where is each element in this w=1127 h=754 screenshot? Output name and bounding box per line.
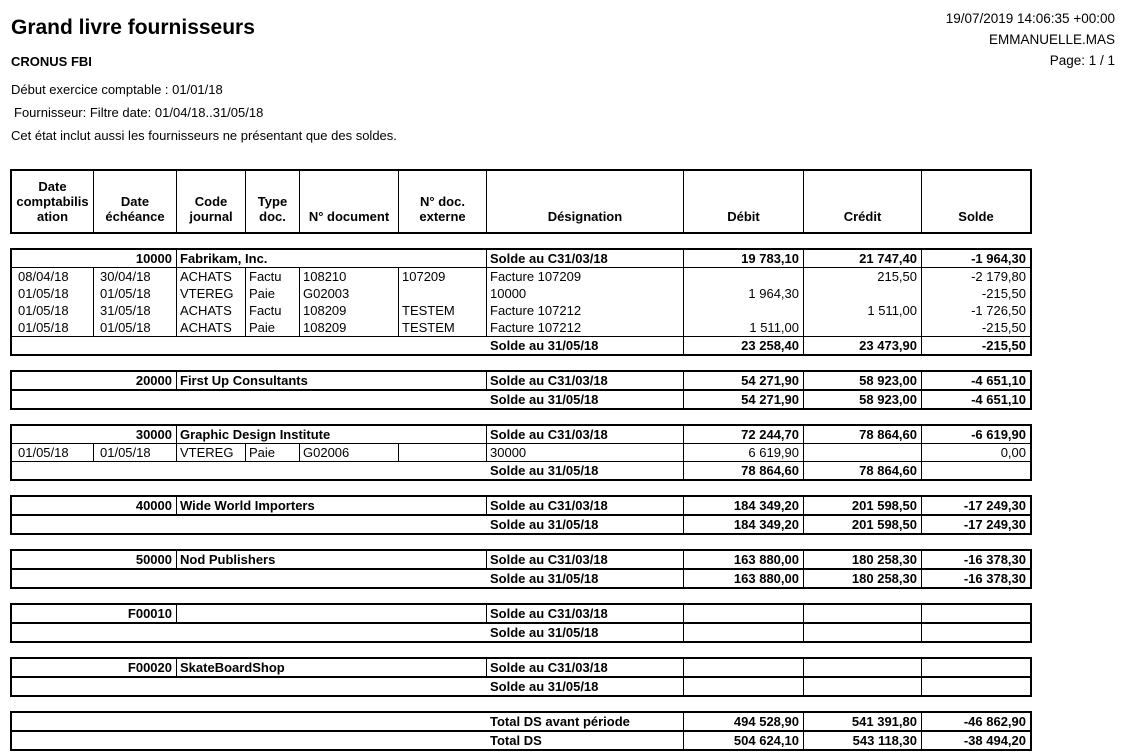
journal-code-cell: ACHATS — [177, 319, 246, 336]
totals-band — [10, 711, 1032, 751]
opening-debit-cell: 54 271,90 — [684, 372, 804, 389]
due-date-cell: 30/04/18 — [94, 268, 177, 285]
closing-balance-label: Solde au 31/05/18 — [487, 678, 684, 695]
description-cell: Facture 107209 — [487, 268, 684, 285]
ext-doc-no-cell: 107209 — [399, 268, 487, 285]
empty-span-cell — [12, 713, 487, 730]
opening-credit-cell: 21 747,40 — [804, 250, 922, 267]
date-filter-line: Fournisseur: Filtre date: 01/04/18..31/05/18 — [14, 105, 264, 120]
doc-type-cell: Factu — [246, 268, 300, 285]
vendor-footer-row — [12, 390, 1030, 408]
balance-cell: -1 726,50 — [971, 303, 1026, 318]
debit-cell: 6 619,90 — [684, 444, 804, 461]
closing-debit-cell — [684, 678, 804, 695]
debit-cell: 1 964,30 — [684, 285, 804, 302]
opening-balance-label: Solde au C31/03/18 — [487, 426, 684, 443]
opening-balance-cell: -4 651,10 — [971, 373, 1026, 388]
journal-code-cell: VTEREG — [177, 285, 246, 302]
closing-balance-cell — [922, 678, 1030, 695]
opening-balance-cell — [922, 605, 1030, 622]
vendor-group-band — [10, 424, 1032, 481]
balance-cell: 0,00 — [1000, 445, 1026, 460]
opening-credit-cell — [804, 605, 922, 622]
closing-balance-cell — [922, 624, 1030, 641]
description-cell: 10000 — [487, 285, 684, 302]
doc-type-cell: Paie — [246, 285, 300, 302]
vendor-header-row — [12, 605, 1030, 623]
doc-no-cell: 108210 — [300, 268, 399, 285]
vendor-no-cell: 20000 — [12, 372, 177, 389]
closing-credit-cell: 180 258,30 — [804, 570, 922, 587]
total-credit-cell: 543 118,30 — [804, 732, 922, 749]
vendor-footer-row — [12, 515, 1030, 533]
note-line: Cet état inclut aussi les fournisseurs ne présentant que des soldes. — [11, 128, 397, 143]
closing-balance-label: Solde au 31/05/18 — [487, 462, 684, 479]
credit-cell — [804, 444, 922, 461]
vendor-group-band — [10, 657, 1032, 697]
description-cell: 30000 — [487, 444, 684, 461]
vendor-name-cell: First Up Consultants — [177, 372, 487, 389]
empty-span-cell — [12, 516, 487, 533]
doc-type-cell: Factu — [246, 302, 300, 319]
empty-span-cell — [12, 391, 487, 408]
opening-balance-label: Solde au C31/03/18 — [487, 551, 684, 568]
total-balance-cell: -38 494,20 — [963, 733, 1026, 748]
credit-cell: 1 511,00 — [804, 302, 922, 319]
closing-credit-cell: 58 923,00 — [804, 391, 922, 408]
ext-doc-no-cell — [399, 285, 487, 302]
opening-credit-cell: 78 864,60 — [804, 426, 922, 443]
closing-balance-cell — [922, 462, 1030, 479]
description-cell: Facture 107212 — [487, 302, 684, 319]
posting-date-cell: 08/04/18 — [12, 268, 94, 285]
ledger-entry-row — [12, 319, 1030, 336]
vendor-footer-row — [12, 336, 1030, 354]
closing-balance-cell: -17 249,30 — [963, 517, 1026, 532]
vendor-header-row — [12, 372, 1030, 390]
doc-no-cell: G02003 — [300, 285, 399, 302]
opening-balance-cell: -17 249,30 — [963, 498, 1026, 513]
opening-balance-cell: -6 619,90 — [971, 427, 1026, 442]
total-balance-cell: -46 862,90 — [963, 714, 1026, 729]
opening-balance-label: Solde au C31/03/18 — [487, 659, 684, 676]
col-header-due-date: Date échéance — [94, 171, 177, 232]
closing-balance-label: Solde au 31/05/18 — [487, 516, 684, 533]
description-cell: Facture 107212 — [487, 319, 684, 336]
empty-span-cell — [12, 678, 487, 695]
fiscal-year-line: Début exercice comptable : 01/01/18 — [11, 82, 223, 97]
vendor-header-row — [12, 497, 1030, 515]
closing-debit-cell — [684, 624, 804, 641]
vendor-group-band — [10, 603, 1032, 643]
vendor-group-band — [10, 549, 1032, 589]
closing-credit-cell: 23 473,90 — [804, 337, 922, 354]
closing-balance-label: Solde au 31/05/18 — [487, 337, 684, 354]
total-label: Total DS — [487, 732, 684, 749]
opening-debit-cell: 72 244,70 — [684, 426, 804, 443]
empty-span-cell — [12, 732, 487, 749]
opening-balance-label: Solde au C31/03/18 — [487, 605, 684, 622]
col-header-doc-no: N° document — [300, 171, 399, 232]
col-header-doc-type: Type doc. — [246, 171, 300, 232]
vendor-footer-row — [12, 569, 1030, 587]
balance-cell: -2 179,80 — [971, 269, 1026, 284]
opening-balance-label: Solde au C31/03/18 — [487, 250, 684, 267]
opening-credit-cell — [804, 659, 922, 676]
closing-debit-cell: 78 864,60 — [684, 462, 804, 479]
total-row — [12, 732, 1030, 749]
col-header-ext-doc-no: N° doc. externe — [399, 171, 487, 232]
vendor-no-cell: F00010 — [12, 605, 177, 622]
vendor-footer-row — [12, 461, 1030, 479]
closing-debit-cell: 184 349,20 — [684, 516, 804, 533]
doc-type-cell: Paie — [246, 444, 300, 461]
ext-doc-no-cell — [399, 444, 487, 461]
print-datetime: 19/07/2019 14:06:35 +00:00 — [945, 11, 1115, 26]
due-date-cell: 31/05/18 — [94, 302, 177, 319]
opening-debit-cell — [684, 659, 804, 676]
total-debit-cell: 504 624,10 — [684, 732, 804, 749]
vendor-header-row — [12, 551, 1030, 569]
opening-credit-cell: 58 923,00 — [804, 372, 922, 389]
vendor-header-row — [12, 250, 1030, 268]
vendor-name-cell: Fabrikam, Inc. — [177, 250, 487, 267]
posting-date-cell: 01/05/18 — [12, 302, 94, 319]
doc-no-cell: 108209 — [300, 302, 399, 319]
vendor-name-cell — [177, 605, 487, 622]
opening-debit-cell: 163 880,00 — [684, 551, 804, 568]
col-header-debit: Débit — [684, 171, 804, 232]
vendor-no-cell: F00020 — [12, 659, 177, 676]
col-header-credit: Crédit — [804, 171, 922, 232]
vendor-footer-row — [12, 623, 1030, 641]
closing-debit-cell: 23 258,40 — [684, 337, 804, 354]
journal-code-cell: VTEREG — [177, 444, 246, 461]
debit-cell — [684, 302, 804, 319]
balance-cell: -215,50 — [981, 320, 1026, 335]
total-credit-cell: 541 391,80 — [804, 713, 922, 730]
ledger-entry-row — [12, 285, 1030, 302]
posting-date-cell: 01/05/18 — [12, 444, 94, 461]
vendor-no-cell: 50000 — [12, 551, 177, 568]
closing-balance-label: Solde au 31/05/18 — [487, 391, 684, 408]
print-info — [946, 8, 1115, 71]
closing-balance-label: Solde au 31/05/18 — [487, 570, 684, 587]
table-header-band — [10, 169, 1032, 234]
total-row — [12, 713, 1030, 732]
empty-span-cell — [12, 570, 487, 587]
company-name: CRONUS FBI — [11, 54, 92, 69]
report-title: Grand livre fournisseurs — [11, 16, 255, 39]
posting-date-cell: 01/05/18 — [12, 319, 94, 336]
ext-doc-no-cell: TESTEM — [399, 302, 487, 319]
vendor-group-band — [10, 248, 1032, 356]
due-date-cell: 01/05/18 — [94, 285, 177, 302]
vendor-group-band — [10, 495, 1032, 535]
col-header-description: Désignation — [487, 171, 684, 232]
closing-balance-label: Solde au 31/05/18 — [487, 624, 684, 641]
closing-debit-cell: 163 880,00 — [684, 570, 804, 587]
vendor-no-cell: 30000 — [12, 426, 177, 443]
ledger-entry-row — [12, 302, 1030, 319]
closing-credit-cell: 201 598,50 — [804, 516, 922, 533]
vendor-no-cell: 40000 — [12, 497, 177, 514]
vendor-name-cell: Wide World Importers — [177, 497, 487, 514]
vendor-no-cell: 10000 — [12, 250, 177, 267]
closing-credit-cell: 78 864,60 — [804, 462, 922, 479]
closing-credit-cell — [804, 624, 922, 641]
debit-cell — [684, 268, 804, 285]
ext-doc-no-cell: TESTEM — [399, 319, 487, 336]
vendor-footer-row — [12, 677, 1030, 695]
vendor-group-band — [10, 370, 1032, 410]
due-date-cell: 01/05/18 — [94, 319, 177, 336]
col-header-balance: Solde — [958, 209, 994, 224]
journal-code-cell: ACHATS — [177, 302, 246, 319]
balance-cell: -215,50 — [981, 286, 1026, 301]
empty-span-cell — [12, 337, 487, 354]
ledger-entry-row — [12, 268, 1030, 285]
debit-cell: 1 511,00 — [684, 319, 804, 336]
empty-span-cell — [12, 624, 487, 641]
opening-credit-cell: 180 258,30 — [804, 551, 922, 568]
opening-debit-cell: 184 349,20 — [684, 497, 804, 514]
col-header-posting-date: Date comptabilisation — [12, 171, 94, 232]
closing-balance-cell: -4 651,10 — [971, 392, 1026, 407]
closing-balance-cell: -16 378,30 — [963, 571, 1026, 586]
vendor-name-cell: SkateBoardShop — [177, 659, 487, 676]
vendor-ledger-table — [10, 169, 1115, 751]
total-label: Total DS avant période — [487, 713, 684, 730]
doc-no-cell: G02006 — [300, 444, 399, 461]
opening-balance-cell: -1 964,30 — [971, 251, 1026, 266]
page-number: Page: 1 / 1 — [1049, 53, 1115, 68]
vendor-bands — [10, 248, 1115, 751]
opening-balance-cell: -16 378,30 — [963, 552, 1026, 567]
vendor-name-cell: Nod Publishers — [177, 551, 487, 568]
ledger-entry-row — [12, 444, 1030, 461]
opening-credit-cell: 201 598,50 — [804, 497, 922, 514]
empty-span-cell — [12, 462, 487, 479]
posting-date-cell: 01/05/18 — [12, 285, 94, 302]
doc-type-cell: Paie — [246, 319, 300, 336]
doc-no-cell: 108209 — [300, 319, 399, 336]
closing-debit-cell: 54 271,90 — [684, 391, 804, 408]
total-debit-cell: 494 528,90 — [684, 713, 804, 730]
closing-credit-cell — [804, 678, 922, 695]
closing-balance-cell: -215,50 — [981, 338, 1026, 353]
vendor-header-row — [12, 659, 1030, 677]
vendor-name-cell: Graphic Design Institute — [177, 426, 487, 443]
opening-balance-cell — [922, 659, 1030, 676]
vendor-header-row — [12, 426, 1030, 444]
credit-cell — [804, 285, 922, 302]
journal-code-cell: ACHATS — [177, 268, 246, 285]
col-header-journal-code: Code journal — [177, 171, 246, 232]
credit-cell: 215,50 — [804, 268, 922, 285]
opening-balance-label: Solde au C31/03/18 — [487, 372, 684, 389]
print-user: EMMANUELLE.MAS — [988, 32, 1115, 47]
opening-debit-cell: 19 783,10 — [684, 250, 804, 267]
opening-debit-cell — [684, 605, 804, 622]
credit-cell — [804, 319, 922, 336]
opening-balance-label: Solde au C31/03/18 — [487, 497, 684, 514]
due-date-cell: 01/05/18 — [94, 444, 177, 461]
